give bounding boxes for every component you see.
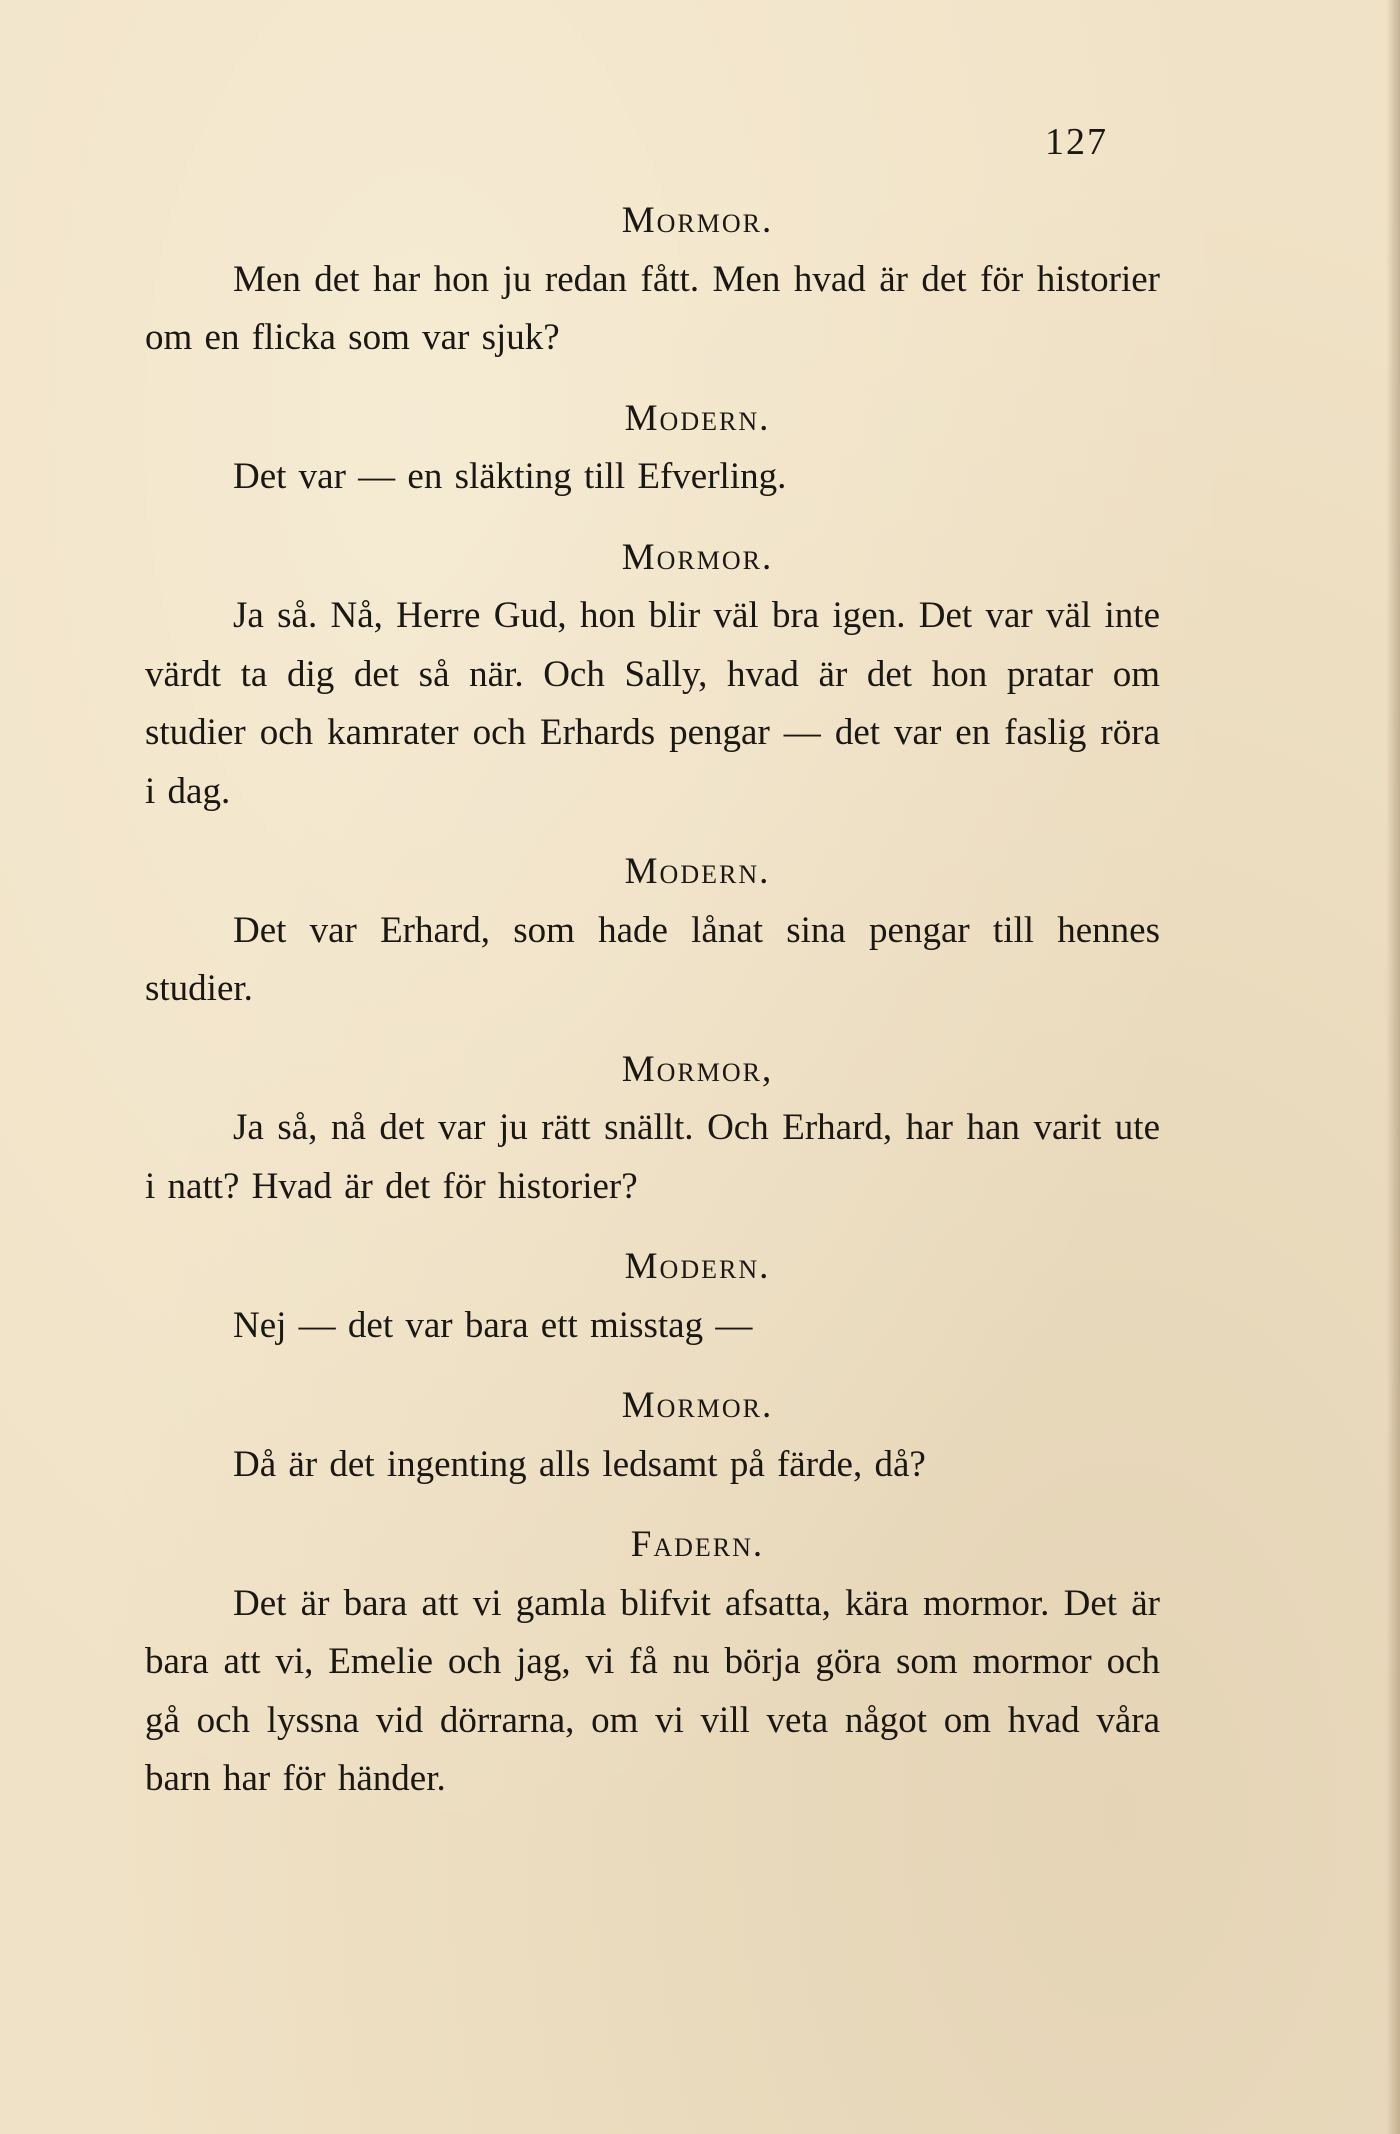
speech-text: Det var Erhard, som hade lånat sina pengar till hennes studier.: [145, 909, 1160, 1009]
speaker-name: Mormor.: [621, 200, 774, 241]
speech-text: Det är bara att vi gamla blifvit afsatta, kära mormor. Det är bara att vi, Emelie och jag, vi få nu börja göra som mormor och gå och lyssna vid dörrarna, om vi vill veta något om hvad våra barn har för händer.: [145, 1582, 1160, 1799]
speaker-name: Mormor.: [621, 1385, 774, 1426]
speech-text: Ja så. Nå, Herre Gud, hon blir väl bra igen. Det var väl inte värdt ta dig det så när. Och Sally, hvad är det hon pratar om studier och kamrater och Erhards pengar — det var en faslig röra i dag.: [145, 595, 1160, 812]
speaker-name: Mormor,: [621, 1048, 774, 1090]
speech-text: Nej — det var bara ett misstag —: [233, 1304, 753, 1346]
speaker-name: Modern.: [624, 397, 771, 439]
page-edge-shadow: [1386, 0, 1400, 2134]
speech-text: Det var — en släkting till Efverling.: [233, 456, 787, 497]
speaker-name: Mormor.: [621, 536, 774, 578]
speaker-name: Modern.: [624, 1246, 771, 1287]
speech-text: Då är det ingenting alls ledsamt på färde, då?: [233, 1443, 926, 1485]
speaker-name: Modern.: [624, 851, 771, 892]
speaker-name: Fadern.: [630, 1524, 765, 1565]
speech-text: Men det har hon ju redan fått. Men hvad är det för historier om en flicka som var sjuk?: [145, 258, 1160, 358]
speech-text: Ja så, nå det var ju rätt snällt. Och Erhard, har han varit ute i natt? Hvad är det för historier?: [145, 1107, 1160, 1207]
page-number: 127: [1045, 121, 1108, 163]
dialogue-text: [145, 192, 1160, 1809]
